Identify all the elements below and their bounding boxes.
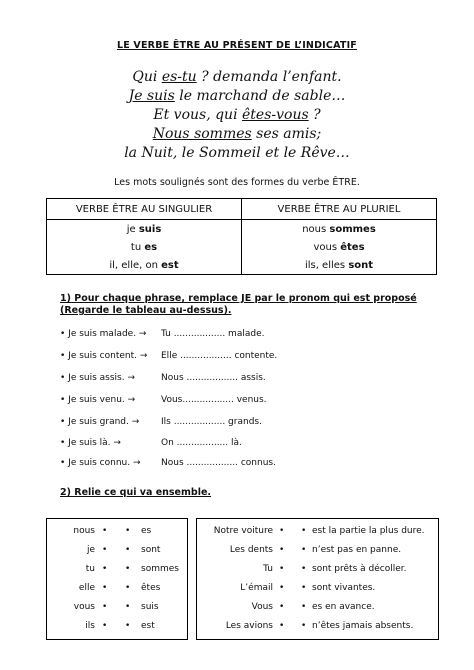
header-singular: VERBE ÊTRE AU SINGULIER [47,199,242,220]
poem-line: Nous sommes ses amis; [152,126,322,142]
match-dot[interactable]: • [125,526,131,536]
match-dot[interactable]: • [102,621,108,631]
match-row: ils • • est [85,621,155,631]
poem-line: Je suis le marchand de sable… [128,88,346,104]
match-row: nous • • es [73,526,152,536]
match-dot[interactable]: • [102,526,108,536]
fill-blank[interactable]: Tu .................. malade. [161,329,265,339]
fill-blank[interactable]: Vous.................. venus. [161,395,267,405]
underlined-verb: es-tu [161,69,197,85]
match-row: Notre voiture • • est la partie la plus dure. [213,526,425,536]
conjugation-table [46,198,437,275]
match-dot[interactable]: • [125,564,131,574]
match-dot[interactable]: • [125,602,131,612]
underlined-verb: êtes-vous [242,107,309,123]
match-dot[interactable]: • [279,564,285,574]
poem-line: Et vous, qui êtes-vous ? [153,107,321,123]
cell-singular: tu es [47,238,242,256]
match-dot[interactable]: • [301,545,307,555]
instruction-note: Les mots soulignés sont des formes du verbe ÊTRE. [114,177,360,188]
match-dot[interactable]: • [125,583,131,593]
fill-blank[interactable]: Nous .................. assis. [161,373,266,383]
match-row: tu • • sommes [85,564,179,574]
fill-blank[interactable]: Nous .................. connus. [161,458,276,468]
match-dot[interactable]: • [279,583,285,593]
match-row: Les avions • • n’êtes jamais absents. [225,621,414,631]
poem-line: Qui es-tu ? demanda l’enfant. [132,69,342,85]
cell-plural: ils, elles sont [242,256,437,275]
match-row: Les dents • • n’est pas en panne. [229,545,402,555]
cell-singular: je suis [47,220,242,239]
match-dot[interactable]: • [301,621,307,631]
match-row: L’émail • • sont vivantes. [240,583,376,593]
match-dot[interactable]: • [279,621,285,631]
poem-line: la Nuit, le Sommeil et le Rêve… [124,145,350,161]
header-plural: VERBE ÊTRE AU PLURIEL [242,199,437,220]
fill-blank[interactable]: Elle .................. contente. [161,351,278,361]
match-dot[interactable]: • [279,545,285,555]
match-dot[interactable]: • [301,602,307,612]
exercise2-title: 2) Relie ce qui va ensemble. [60,487,212,498]
match-row: vous • • suis [73,602,159,612]
cell-singular: il, elle, on est [47,256,242,275]
page-title: LE VERBE ÊTRE AU PRÉSENT DE L’INDICATIF [116,40,357,51]
match-dot[interactable]: • [102,564,108,574]
fill-blank[interactable]: On .................. là. [161,438,242,448]
underlined-verb: Je suis [128,88,175,104]
exercise1-title: 1) Pour chaque phrase, remplace JE par le pronom qui est proposé (Regarde le tableau au-dessus). [60,293,417,316]
match-dot[interactable]: • [279,602,285,612]
poem [0,68,474,163]
match-dot[interactable]: • [125,545,131,555]
underlined-verb: Nous sommes [152,126,252,142]
match-dot[interactable]: • [102,602,108,612]
match-dot[interactable]: • [301,564,307,574]
match-row: Vous • • es en avance. [251,602,375,612]
cell-plural: vous êtes [242,238,437,256]
match-dot[interactable]: • [102,583,108,593]
match-row: elle • • êtes [78,583,161,593]
cell-plural: nous sommes [242,220,437,239]
match-dot[interactable]: • [301,526,307,536]
match-dot[interactable]: • [125,621,131,631]
match-box-pronouns [46,518,188,640]
match-dot[interactable]: • [301,583,307,593]
match-row: je • • sont [86,545,161,555]
match-box-sentences [196,518,439,640]
match-row: Tu • • sont prêts à décoller. [263,564,407,574]
match-dot[interactable]: • [102,545,108,555]
match-dot[interactable]: • [279,526,285,536]
fill-blank[interactable]: Ils .................. grands. [161,417,262,427]
